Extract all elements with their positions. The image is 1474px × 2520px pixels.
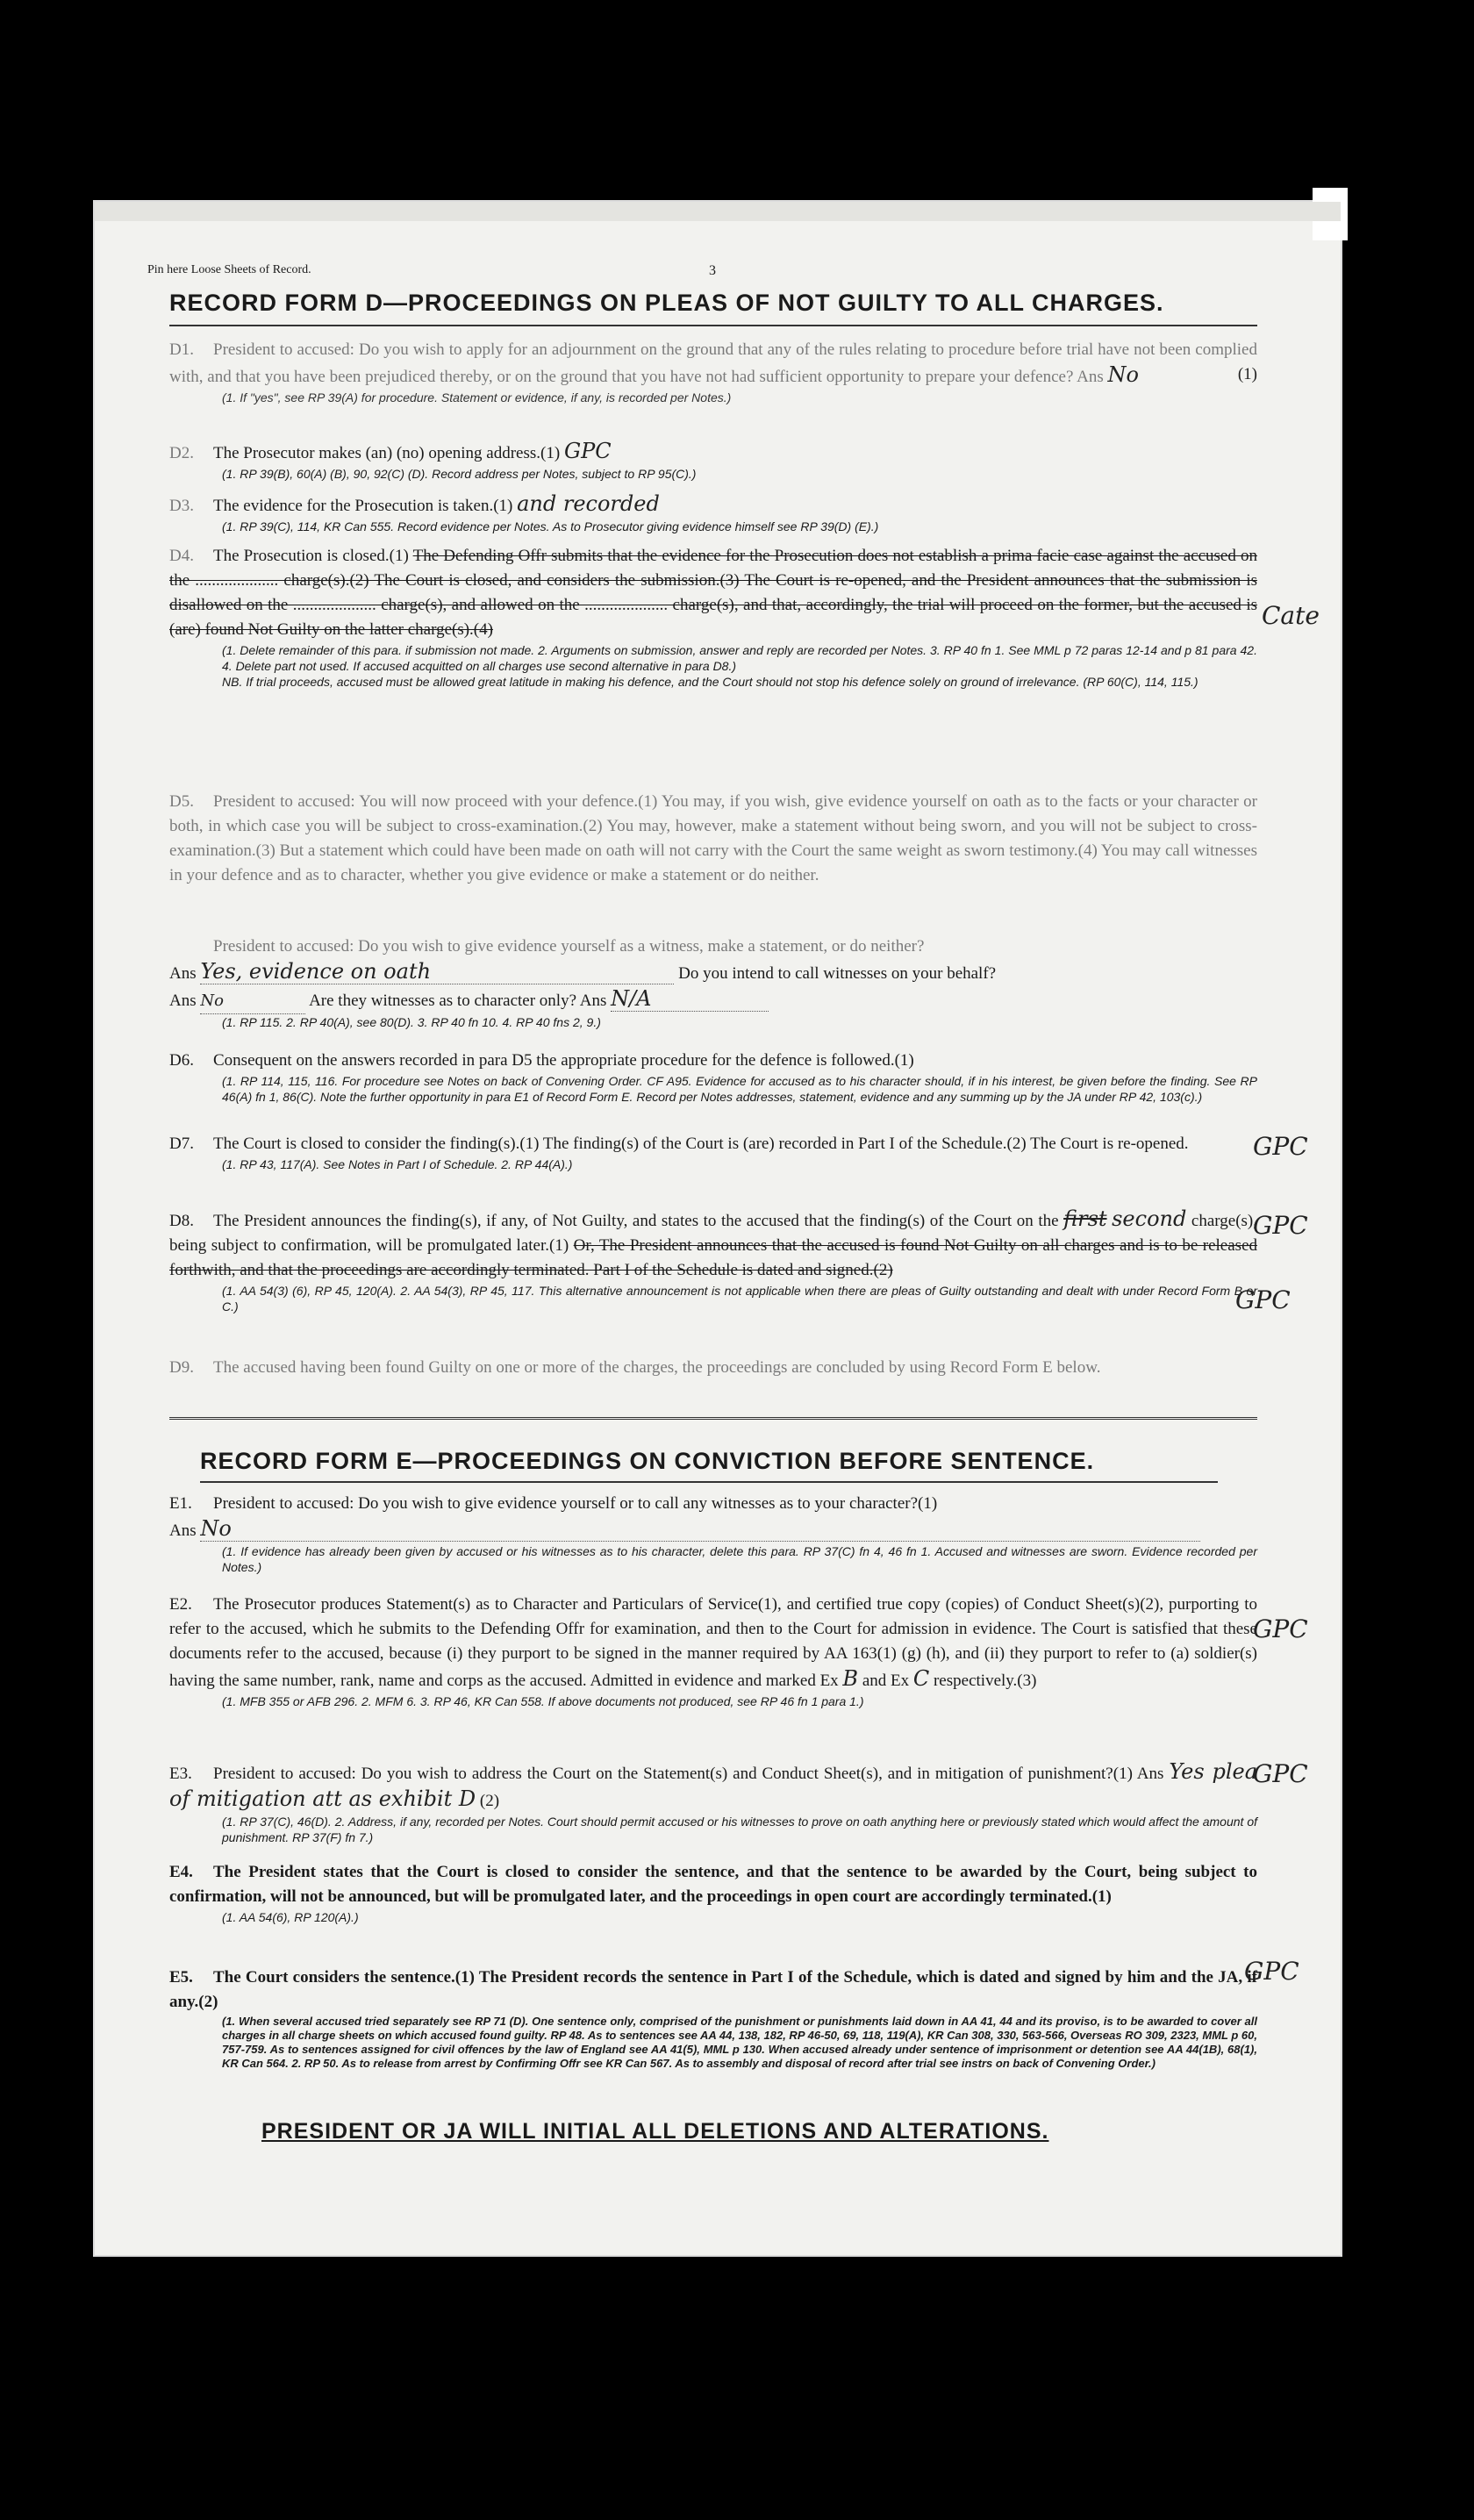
para-e5 [169,1965,1257,2071]
margin-initials: GPC [1253,1614,1308,1643]
para-d4 [169,544,1257,690]
para-number: E1. [169,1494,192,1513]
title-underline [200,1481,1218,1483]
handwritten-text: and recorded [517,491,660,516]
para-number: D5. [169,792,194,811]
para-text: President to accused: Do you wish to address the Court on the Statement(s) and Conduct Sheet(s), and in mitigation of punishment?(1) [213,1765,1133,1783]
footnote: (1. RP 39(C), 114, KR Can 555. Record evidence per Notes. As to Prosecutor giving evidence himself see RP 39(D) (E).) [222,519,879,533]
para-number: D6. [169,1051,194,1070]
para-number: E4. [169,1863,193,1881]
para-text: The Prosecutor produces Statement(s) as to Character and Particulars of Service(1), and certified true copy (copies) of Conduct Sheet(s)(2), purporting to refer to the accused, which he submits to the Defending Offr for examination, and then to the Court for admission in evidence. The Court is satisfied that these documents refer to the accused, because (i) they purport to be signed in the manner required by AA 163(1) (g) (h), and (ii) they purport to refer to (a) soldier(s) having the same number, rank, name and corps as the accused. Admitted in evidence and marked Ex [169,1595,1257,1690]
footnote: (1. RP 39(B), 60(A) (B), 90, 92(C) (D). Record address per Notes, subject to RP 95(C).) [222,467,697,481]
para-e1 [169,1492,1257,1575]
handwritten-answer: Yes, evidence on oath [200,959,674,984]
ref-mark: (2) [479,1792,500,1810]
form-d-title: RECORD FORM D—PROCEEDINGS ON PLEAS OF NOT GUILTY TO ALL CHARGES. [169,290,1164,316]
para-text: President to accused: Do you wish to give evidence yourself or to call any witnesses as to your character?(1) [213,1494,938,1513]
footnote: (1. RP 37(C), 46(D). 2. Address, if any, recorded per Notes. Court should permit accused or his witnesses to prove on oath anything here or previously stated which would affect the amount of punishment. RP 37(F) fn 7.) [222,1815,1257,1844]
struck-text: The Defending Offr submits that the evidence for the Prosecution does not establish a prima facie case against the accused on the .................... charge(s).(2) The Court is closed, and considers the submission.(3) The Court is re-opened, and the President announces that the submission is disallowed on the .................... charge(s), and allowed on the .................... charge(s), and that, accordingly, the trial will proceed on the former, but the accused is (are) found Not Guilty on the latter charge(s).(4) [169,547,1257,639]
para-d2 [169,439,1257,482]
para-d5 [169,790,1257,888]
respectively-label: respectively.(3) [933,1672,1037,1690]
title-underline [169,325,1257,326]
footnote: (1. If "yes", see RP 39(A) for procedure. Statement or evidence, if any, is recorded per Notes.) [222,390,732,404]
para-d5-questions [169,934,1257,1030]
form-e-title: RECORD FORM E—PROCEEDINGS ON CONVICTION BEFORE SENTENCE. [200,1448,1095,1474]
margin-initials: GPC [1253,1211,1308,1240]
ans-label: Ans [1136,1765,1164,1783]
para-e3 [169,1759,1257,1845]
para-text: The accused having been found Guilty on one or more of the charges, the proceedings are concluded by using Record Form E below. [213,1358,1101,1377]
question-text: Do you intend to call witnesses on your behalf? [678,964,997,983]
para-number: E5. [169,1968,193,1987]
struck-text: Or, The President announces that the accused is found Not Guilty on all charges and is to be released forthwith, and that the proceedings are accordingly terminated. Part I of the Schedule is dated and signed.(2) [169,1236,1257,1279]
para-d3 [169,491,1257,534]
para-number: D9. [169,1358,194,1377]
footnote: (1. RP 114, 115, 116. For procedure see Notes on back of Convening Order. CF A95. Evidence for accused as to his character should, if in his interest, be given before the finding. See RP 46(A) fn 1, 86(C). Note the further opportunity in para E1 of Record Form E. Record per Notes addresses, statement, evidence and any summing up by the JA under RP 42, 103(c).) [222,1074,1257,1104]
handwritten-answer: Yes plea of mitigation att as exhibit D [169,1759,1258,1811]
footnote: (1. When several accused tried separately see RP 71 (D). One sentence only, comprised of the punishment or punishments laid down in AA 41, 44 and its proviso, is to be awarded to cover all charges in all charge sheets on which accused found guilty. RP 48. As to sentences see AA 44, 138, 182, RP 46-50, 69, 118, 119(A), KR Can 308, 330, 563-566, Overseas RO 309, 2323, MML p 60, 757-759. As to sentences assigned for civil offences by the law of England see AA 41(5), MML p 130. When accused already under sentence of imprisonment or detention see AA 44(1B), 68(1), KR Can 564. 2. RP 50. As to release from arrest by Confirming Offr see KR Can 567. As to assembly and disposal of record after trial see instrs on back of Convening Order.) [222,2015,1257,2070]
struck-handwritten: first [1063,1206,1107,1231]
and-ex-label: and Ex [862,1672,910,1690]
exhibit-letter: C [912,1666,930,1691]
para-d6 [169,1049,1257,1105]
para-text: The President states that the Court is closed to consider the sentence, and that the sentence to be awarded by the Court, being subject to confirmation, will not be announced, but will be promulgated later, and the proceedings in open court are accordingly terminated.(1) [169,1863,1257,1906]
para-text: The Court is closed to consider the finding(s).(1) The finding(s) of the Court is (are) recorded in Part I of the Schedule.(2) The Court is re-opened. [213,1135,1189,1153]
para-text-cont: charge(s), being subject to confirmation, will be promulgated later.(1) [169,1212,1257,1255]
page-number: 3 [709,263,716,278]
para-number: E3. [169,1765,192,1783]
para-d8 [169,1206,1257,1314]
handwritten-answer: N/A [611,986,769,1012]
footer-instruction: PRESIDENT OR JA WILL INITIAL ALL DELETIONS AND ALTERATIONS. [261,2119,1049,2144]
para-text: The President announces the finding(s), if any, of Not Guilty, and states to the accused that the finding(s) of the Court on the [213,1212,1059,1230]
handwritten-answer: No [200,1516,1200,1542]
para-text: The Prosecutor makes (an) (no) opening address.(1) [213,444,561,462]
handwritten-answer: No [1107,362,1139,387]
footnote: (1. AA 54(3) (6), RP 45, 120(A). 2. AA 54(3), RP 45, 117. This alternative announcement is not applicable when there are pleas of Guilty outstanding and dealt with under Record Form B or C.) [222,1284,1257,1314]
header-note: Pin here Loose Sheets of Record. [147,263,311,276]
margin-initials: GPC [1253,1759,1308,1788]
para-text: The Prosecution is closed.(1) [213,547,409,565]
question-text: President to accused: Do you wish to give evidence yourself as a witness, make a statement, or do neither? [213,937,925,956]
para-number: D2. [169,444,194,462]
document-page [95,202,1341,2255]
ref-mark: (1) [1237,365,1257,383]
para-text: The Court considers the sentence.(1) The President records the sentence in Part I of the Schedule, which is dated and signed by him and the JA, if any.(2) [169,1968,1257,2011]
ans-label: Ans [169,1521,197,1540]
para-text: President to accused: Do you wish to apply for an adjournment on the ground that any of the rules relating to procedure before trial have not been complied with, and that you have been prejudiced thereby, or on the ground that you have not had sufficient opportunity to prepare your defence? Ans [169,340,1257,386]
para-e2 [169,1593,1257,1709]
handwritten-answer: No [200,989,305,1014]
para-d9 [169,1356,1257,1380]
margin-initials: GPC [1244,1957,1299,1986]
footnote: (1. Delete remainder of this para. if submission not made. 2. Arguments on submission, answer and reply are recorded per Notes. 3. RP 40 fn 1. See MML p 72 paras 12-14 and p 81 para 42. 4. Delete part not used. If accused acquitted on all charges use second alternative in para D8.) [222,643,1257,673]
footnote: (1. AA 54(6), RP 120(A).) [222,1910,359,1924]
margin-initials: Cate [1262,601,1320,630]
para-text: The evidence for the Prosecution is taken.(1) [213,497,513,515]
ans-label: Ans [169,964,197,983]
handwritten-initials: GPC [563,439,612,463]
ans-label: Ans [169,992,197,1010]
page-corner [1313,188,1348,240]
para-number: E2. [169,1595,192,1614]
footnote: (1. MFB 355 or AFB 296. 2. MFM 6. 3. RP 46, KR Can 558. If above documents not produced, see RP 46 fn 1 para 1.) [222,1694,864,1708]
para-d7 [169,1132,1257,1172]
margin-initials: GPC [1235,1285,1291,1314]
footnote: (1. If evidence has already been given by accused or his witnesses as to his character, delete this para. RP 37(C) fn 4, 46 fn 1. Accused and witnesses are sworn. Evidence recorded per Notes.) [222,1544,1257,1574]
margin-initials: GPC [1253,1132,1308,1161]
question-text: Are they witnesses as to character only? [309,992,577,1010]
para-d1 [169,338,1257,405]
para-number: D1. [169,340,194,359]
para-e4 [169,1860,1257,1925]
para-text: President to accused: You will now proceed with your defence.(1) You may, if you wish, give evidence yourself on oath as to the facts or your character or both, in which case you will be subject to cross-examination.(2) You may, however, make a statement without being sworn, and you will not be subject to cross-examination.(3) But a statement which could have been made on oath will not carry with the Court the same weight as sworn testimony.(4) You may call witnesses in your defence and as to character, whether you give evidence or make a statement or do neither. [169,792,1257,884]
para-number: D8. [169,1212,194,1230]
footnote: (1. RP 115. 2. RP 40(A), see 80(D). 3. RP 40 fn 10. 4. RP 40 fns 2, 9.) [222,1015,601,1029]
footnote: (1. RP 43, 117(A). See Notes in Part I of Schedule. 2. RP 44(A).) [222,1157,573,1171]
footnote-nb: NB. If trial proceeds, accused must be allowed great latitude in making his defence, and the Court should not stop his defence solely on ground of irrelevance. (RP 60(C), 114, 115.) [222,675,1199,689]
handwritten-text: second [1112,1206,1187,1231]
para-text: Consequent on the answers recorded in para D5 the appropriate procedure for the defence is followed.(1) [213,1051,914,1070]
ans-label: Ans [579,992,607,1010]
para-number: D7. [169,1135,194,1153]
section-divider [169,1417,1257,1420]
para-number: D4. [169,547,194,565]
exhibit-letter: B [842,1666,859,1691]
para-number: D3. [169,497,194,515]
